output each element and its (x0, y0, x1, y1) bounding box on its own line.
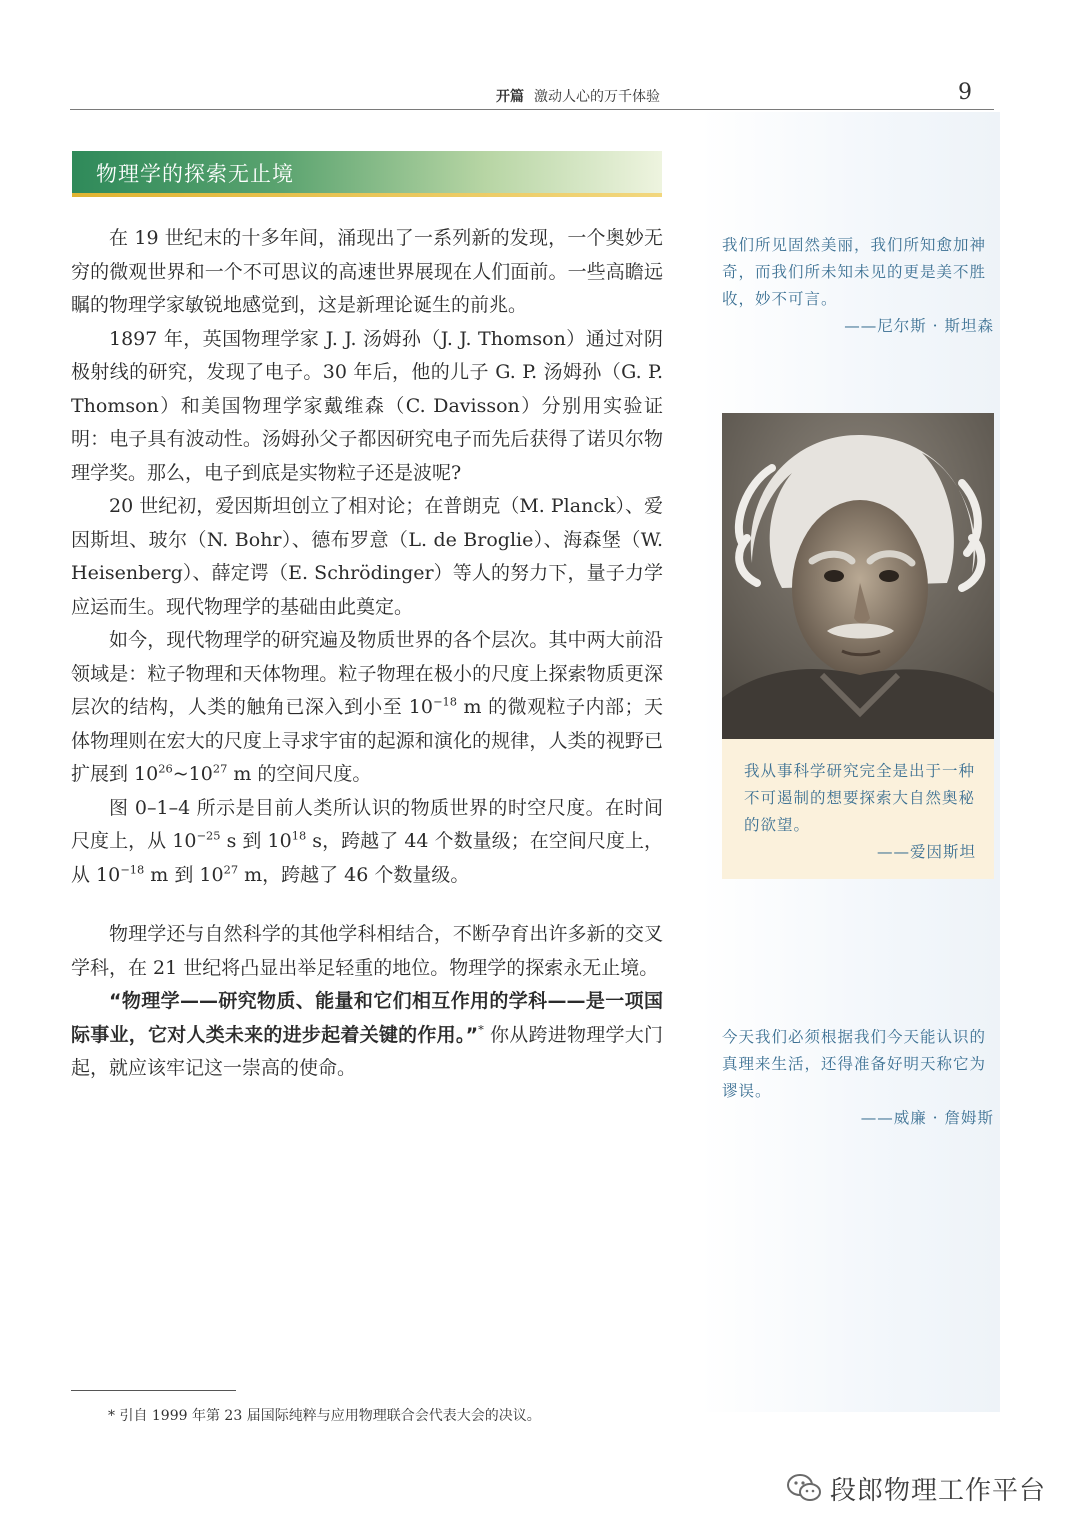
paragraph-7: “物理学——研究物质、能量和它们相互作用的学科——是一项国际事业，它对人类未来的进步起着关键的作用。”* 你从跨进物理学大门起，就应该牢记这一崇高的使命。 (71, 990, 663, 1079)
quote-text: 今天我们必须根据我们今天能认识的真理来生活，还得准备好明天称它为谬误。 (722, 1028, 987, 1100)
paragraph-1: 在 19 世纪末的十多年间，涌现出了一系列新的发现，一个奥妙无穷的微观世界和一个不可思议的高速世界展现在人们面前。一些高瞻远瞩的物理学家敏锐地感觉到，这是新理论诞生的前兆。 (71, 227, 663, 316)
footnote-divider (71, 1390, 236, 1391)
sidebar-quote-einstein (744, 758, 976, 866)
paragraph-5: 图 0–1–4 所示是目前人类所认识的物质世界的时空尺度。在时间尺度上，从 $10^{-25}$ s 到 $10^{18}$ s，跨越了 44 个数量级；在空间尺度上，从 $10^{-18}$ m 到 $10^{27}$ m，跨越了 46 个数量级。 (71, 796, 664, 886)
chapter-label: 开篇 (496, 89, 524, 105)
header-divider (70, 109, 994, 110)
section-heading-bar (72, 151, 662, 193)
page-number: 9 (958, 80, 972, 105)
wechat-icon (786, 1473, 822, 1503)
watermark-text: 段郎物理工作平台 (830, 1475, 1047, 1506)
quote-attribution: ——威廉 · 詹姆斯 (860, 1109, 994, 1127)
running-header (300, 86, 660, 106)
paragraph-3: 20 世纪初，爱因斯坦创立了相对论；在普朗克（M. Planck）、爱因斯坦、玻尔（N. Bohr）、德布罗意（L. de Broglie）、海森堡（W. Heisenberg）、薛定谔（E. Schrödinger）等人的努力下，量子力学应运而生。现代物理学的基础由此奠定。 (71, 495, 663, 618)
section-title: 物理学的探索无止境 (96, 162, 294, 186)
paragraph-2: 1897 年，英国物理学家 J. J. 汤姆孙（J. J. Thomson）通过对阴极射线的研究，发现了电子。30 年后，他的儿子 G. P. 汤姆孙（G. P. Thomson）和美国物理学家戴维森（C. Davisson）分别用实验证明：电子具有波动性。汤姆孙父子都因研究电子而先后获得了诺贝尔物理学奖。那么，电子到底是实物粒子还是波呢? (71, 327, 663, 484)
sidebar-quote-stensen (722, 232, 994, 340)
quote-text: 我们所见固然美丽，我们所知愈加神奇，而我们所未知未见的更是美不胜收，妙不可言。 (722, 236, 987, 308)
quote-attribution: ——爱因斯坦 (876, 843, 976, 861)
footnote-marker: * (478, 1022, 484, 1037)
footnote: * 引自 1999 年第 23 届国际纯粹与应用物理联合会代表大会的决议。 (108, 1408, 541, 1424)
sidebar-quote-james (722, 1024, 994, 1132)
main-body-text (71, 222, 663, 1086)
paragraph-6: 物理学还与自然科学的其他学科相结合，不断孕育出许多新的交叉学科，在 21 世纪将凸显出举足轻重的地位。物理学的探索永无止境。 (71, 923, 663, 979)
watermark (786, 1470, 1046, 1506)
highlighted-quote: “物理学——研究物质、能量和它们相互作用的学科——是一项国际事业，它对人类未来的进步起着关键的作用。” (71, 990, 663, 1046)
einstein-portrait-photo (722, 413, 994, 739)
quote-text: 我从事科学研究完全是出于一种不可遏制的想要探索大自然奥秘的欲望。 (744, 762, 976, 834)
quote-attribution: ——尼尔斯 · 斯坦森 (844, 317, 994, 335)
section-underline (72, 193, 662, 197)
chapter-title: 激动人心的万千体验 (534, 89, 660, 105)
paragraph-4: 如今，现代物理学的研究遍及物质世界的各个层次。其中两大前沿领域是：粒子物理和天体物理。粒子物理在极小的尺度上探索物质更深层次的结构，人类的触角已深入到小至 $10^{-18}$ m 的微观粒子内部；天体物理则在宏大的尺度上寻求宇宙的起源和演化的规律，人类的视野已扩展到 $10^{26}\sim 10^{27}$ m 的空间尺度。 (71, 629, 663, 785)
